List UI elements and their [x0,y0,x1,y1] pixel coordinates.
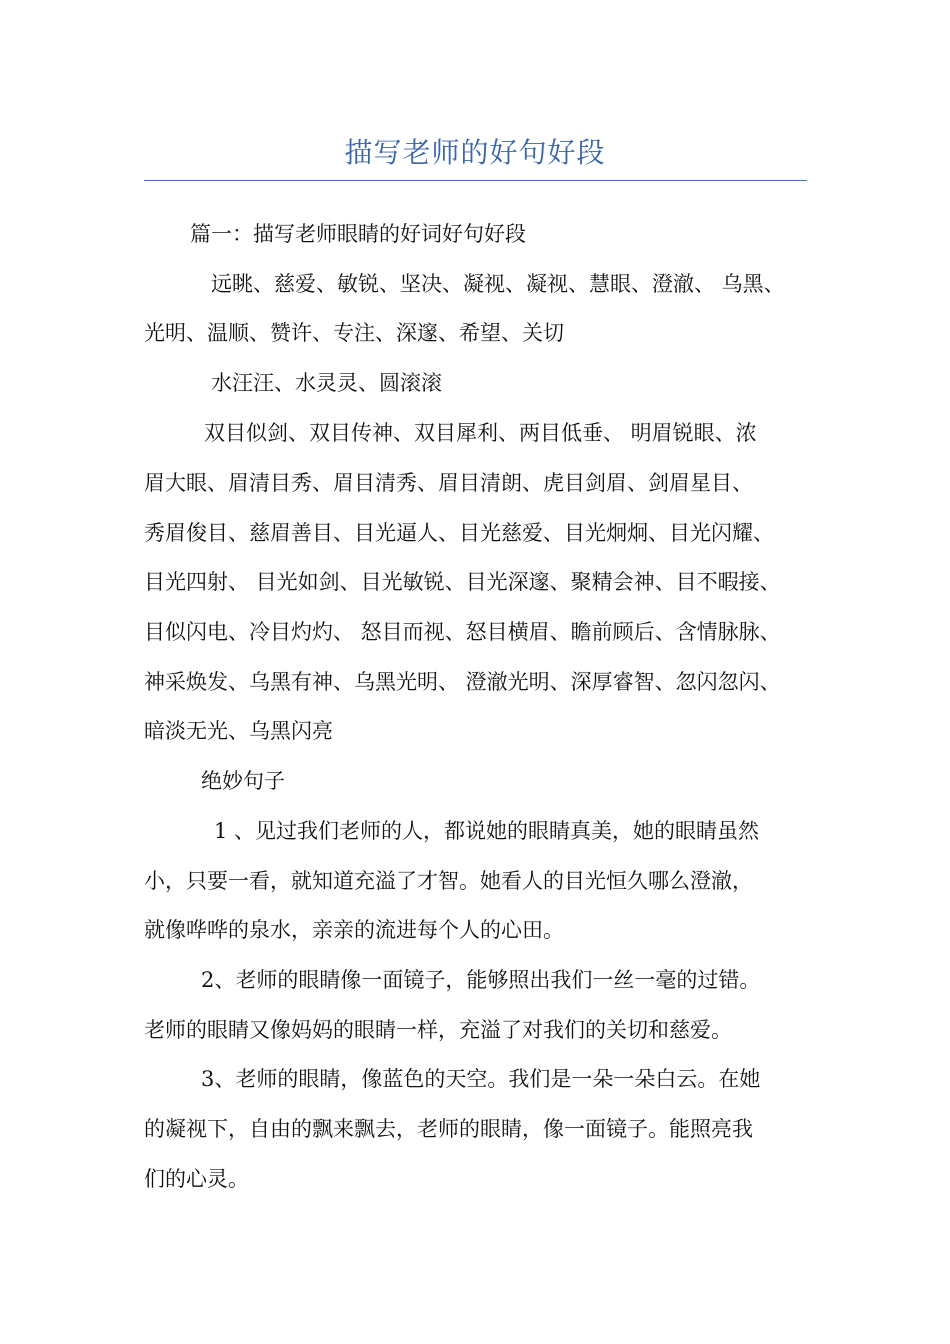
section-heading: 篇一：描写老师眼睛的好词好句好段 [190,222,526,246]
body-line: 水汪汪、水灵灵、圆滚滚 [211,371,442,395]
document-title: 描写老师的好句好段 [344,136,606,169]
body-line: 们的心灵。 [144,1167,249,1191]
body-line: 光明、温顺、赞许、专注、深邃、希望、关切 [144,321,564,345]
body-line: 的凝视下，自由的飘来飘去，老师的眼睛，像一面镜子。能照亮我 [144,1117,753,1141]
body-line: 双目似剑、双目传神、双目犀利、两目低垂、 明眉锐眼、浓 [204,421,757,445]
body-line: 神采焕发、乌黑有神、乌黑光明、 澄澈光明、深厚睿智、忽闪忽闪、 [144,670,781,694]
body-line: 老师的眼睛又像妈妈的眼睛一样，充溢了对我们的关切和慈爱。 [144,1018,732,1042]
body-line: 3、老师的眼睛，像蓝色的天空。我们是一朵一朵白云。在她 [201,1067,761,1091]
title-underline [144,180,807,181]
body-line: 1 、见过我们老师的人，都说她的眼睛真美，她的眼睛虽然 [214,819,760,843]
section-subheading: 绝妙句子 [201,769,285,793]
body-line: 秀眉俊目、慈眉善目、目光逼人、目光慈爱、目光炯炯、目光闪耀、 [144,521,774,545]
body-line: 2、老师的眼睛像一面镜子，能够照出我们一丝一毫的过错。 [201,968,761,992]
body-line: 小，只要一看，就知道充溢了才智。她看人的目光恒久哪么澄澈， [144,869,753,893]
body-line: 就像哗哗的泉水，亲亲的流进每个人的心田。 [144,918,564,942]
body-line: 远眺、慈爱、敏锐、坚决、凝视、凝视、慧眼、澄澈、 乌黑、 [211,272,785,296]
body-line: 目光四射、 目光如剑、目光敏锐、目光深邃、聚精会神、目不暇接、 [144,570,781,594]
body-line: 目似闪电、冷目灼灼、 怒目而视、怒目横眉、瞻前顾后、含情脉脉、 [144,620,781,644]
body-line: 眉大眼、眉清目秀、眉目清秀、眉目清朗、虎目剑眉、剑眉星目、 [144,471,753,495]
body-line: 暗淡无光、乌黑闪亮 [144,719,333,743]
